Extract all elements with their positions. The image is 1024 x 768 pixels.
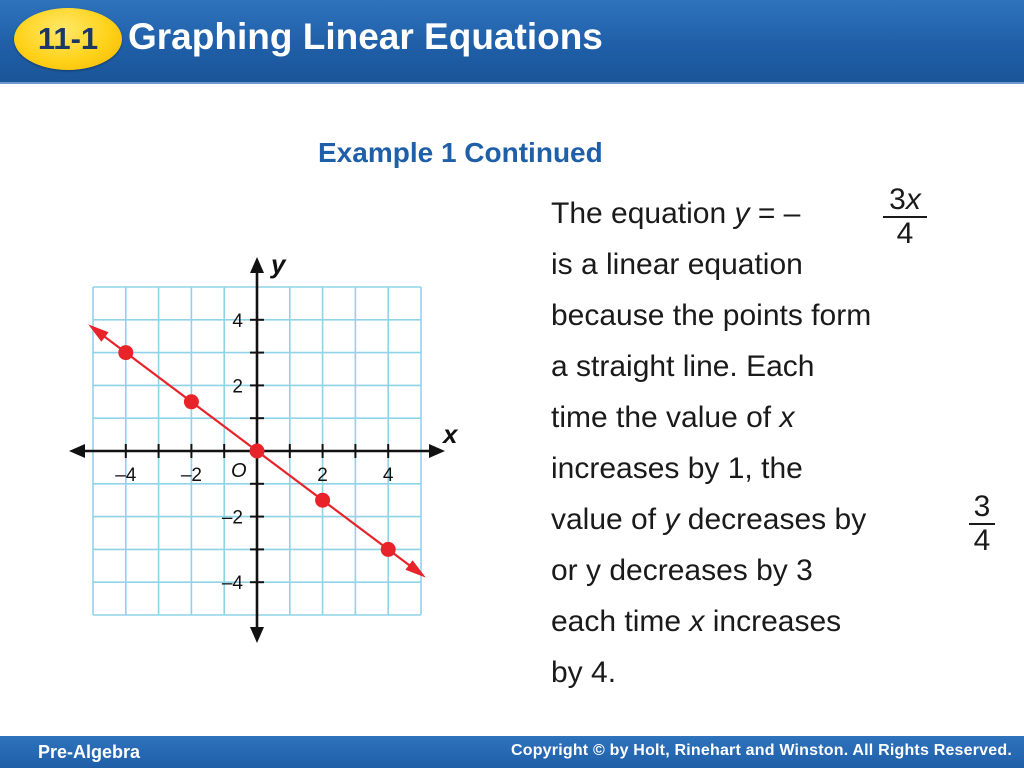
x-tick-label: –4 — [115, 465, 137, 486]
course-name: Pre-Algebra — [38, 742, 141, 762]
text-line-3: because the points form — [551, 299, 872, 332]
text-line-5: time the value of x — [551, 401, 795, 434]
fraction-3-over-4: 3 4 — [969, 491, 995, 557]
x-tick-label: 4 — [382, 465, 394, 486]
y-tick-label: 2 — [232, 376, 243, 398]
x-axis-arrow-left — [69, 444, 85, 458]
example-subtitle: Example 1 Continued — [318, 137, 603, 168]
footer-bar — [0, 736, 1024, 768]
copyright-text: Copyright © by Holt, Rinehart and Winston. All Rights Reserved. — [510, 742, 1012, 759]
y-axis-label: y — [271, 250, 286, 279]
lesson-badge — [14, 8, 122, 70]
text-line-4: a straight line. Each — [551, 350, 815, 383]
text-line-9: each time x increases — [551, 605, 842, 638]
text-line-2: is a linear equation — [551, 248, 803, 281]
y-axis-arrow-bottom — [250, 627, 264, 643]
data-point — [381, 542, 396, 557]
data-point — [250, 444, 265, 459]
text-line-7: value of y decreases by — [551, 503, 867, 536]
data-point — [184, 394, 199, 409]
y-tick-label: 4 — [232, 310, 243, 332]
text-line-1: The equation y = – — [551, 197, 801, 230]
lesson-title: Graphing Linear Equations — [128, 16, 603, 57]
y-tick-label: –4 — [221, 573, 243, 595]
origin-label: O — [231, 460, 247, 482]
x-axis-label: x — [443, 419, 458, 449]
data-point — [118, 345, 133, 360]
text-line-10: by 4. — [551, 656, 617, 689]
line-arrow-start — [88, 324, 108, 341]
y-tick-label: –2 — [221, 507, 243, 529]
y-axis-arrow-top — [250, 257, 264, 273]
x-tick-label: 2 — [317, 465, 328, 486]
fraction-3x-over-4: 3x 4 — [883, 184, 927, 250]
data-point — [315, 493, 330, 508]
text-line-6: increases by 1, the — [551, 452, 803, 485]
lesson-number: 11-1 — [37, 21, 99, 56]
text-line-8: or y decreases by 3 — [551, 554, 813, 587]
x-tick-label: –2 — [180, 465, 202, 486]
line-arrow-end — [405, 560, 425, 577]
header-bar — [0, 0, 1024, 84]
coordinate-graph — [60, 250, 460, 650]
